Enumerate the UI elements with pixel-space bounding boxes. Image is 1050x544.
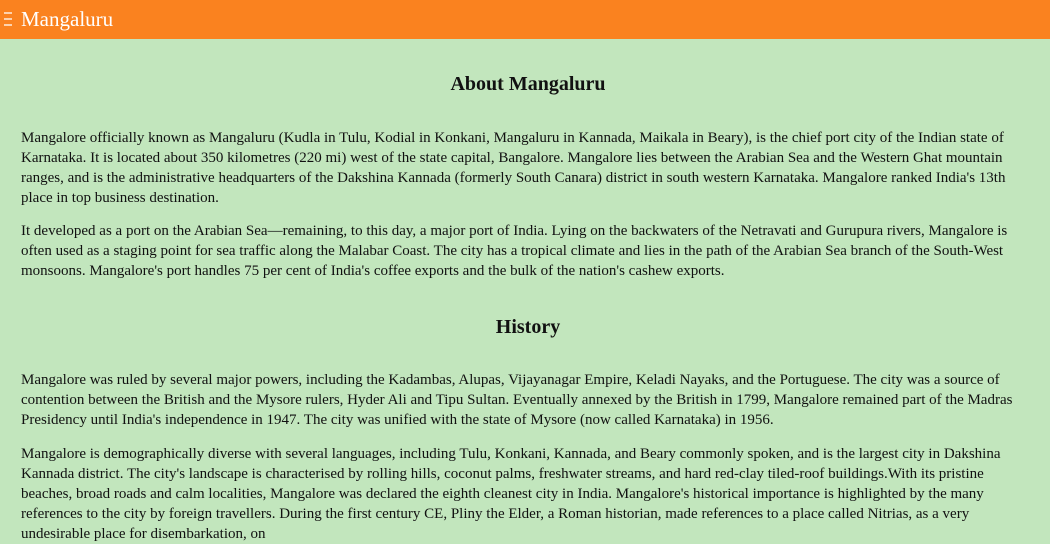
about-paragraph-1: Mangalore officially known as Mangaluru (Kudla in Tulu, Kodial in Konkani, Mangaluru in Kannada, Maikala in Beary), is the chief port city of the Indian state of Karnataka. It is located about 350 kilometres (220 mi) west of the state capital, Bangalore. Mangalore lies between the Arabian Sea and the Western Ghat mountain ranges, and is the administrative headquarters of the Dakshina Kannada (formerly South Canara) district in south western Karnataka. Mangalore ranked India's 13th place in top business destination. bbox=[21, 130, 1006, 206]
about-paragraph-2: It developed as a port on the Arabian Sea—remaining, to this day, a major port of India. Lying on the backwaters of the Netravati and Gurupura rivers, Mangalore is often used as a staging point for sea traffic along the Malabar Coast. The city has a tropical climate and lies in the path of the Arabian Sea branch of the South-West monsoons. Mangalore's port handles 75 per cent of India's coffee exports and the bulk of the nation's cashew exports. bbox=[21, 223, 1008, 279]
history-paragraph-2: Mangalore is demographically diverse with several languages, including Tulu, Konkani, Kannada, and Beary commonly spoken, and is the largest city in Dakshina Kannada district. The city's landscape is characterised by rolling hills, coconut palms, freshwater streams, and hard red-clay tiled-roof buildings.With its pristine beaches, broad roads and calm localities, Mangalore was declared the eighth cleanest city in India. Mangalore's historical importance is highlighted by the many references to the city by foreign travellers. During the first century CE, Pliny the Elder, a Roman historian, made references to a place called Nitrias, as a very undesirable place for disembarkation, on bbox=[21, 446, 1001, 542]
hamburger-menu-icon[interactable] bbox=[4, 12, 12, 28]
section-heading-about: About Mangaluru bbox=[450, 73, 606, 95]
history-paragraph-1: Mangalore was ruled by several major powers, including the Kadambas, Alupas, Vijayanagar Empire, Keladi Nayaks, and the Portuguese. The city was a source of contention between the British and the Mysore rulers, Hyder Ali and Tipu Sultan. Eventually annexed by the British in 1799, Mangalore remained part of the Madras Presidency until India's independence in 1947. The city was unified with the state of Mysore (now called Karnataka) in 1956. bbox=[21, 372, 1013, 428]
section-heading-history: History bbox=[495, 316, 561, 338]
app-title: Mangaluru bbox=[21, 7, 114, 31]
top-bar bbox=[0, 0, 1050, 39]
